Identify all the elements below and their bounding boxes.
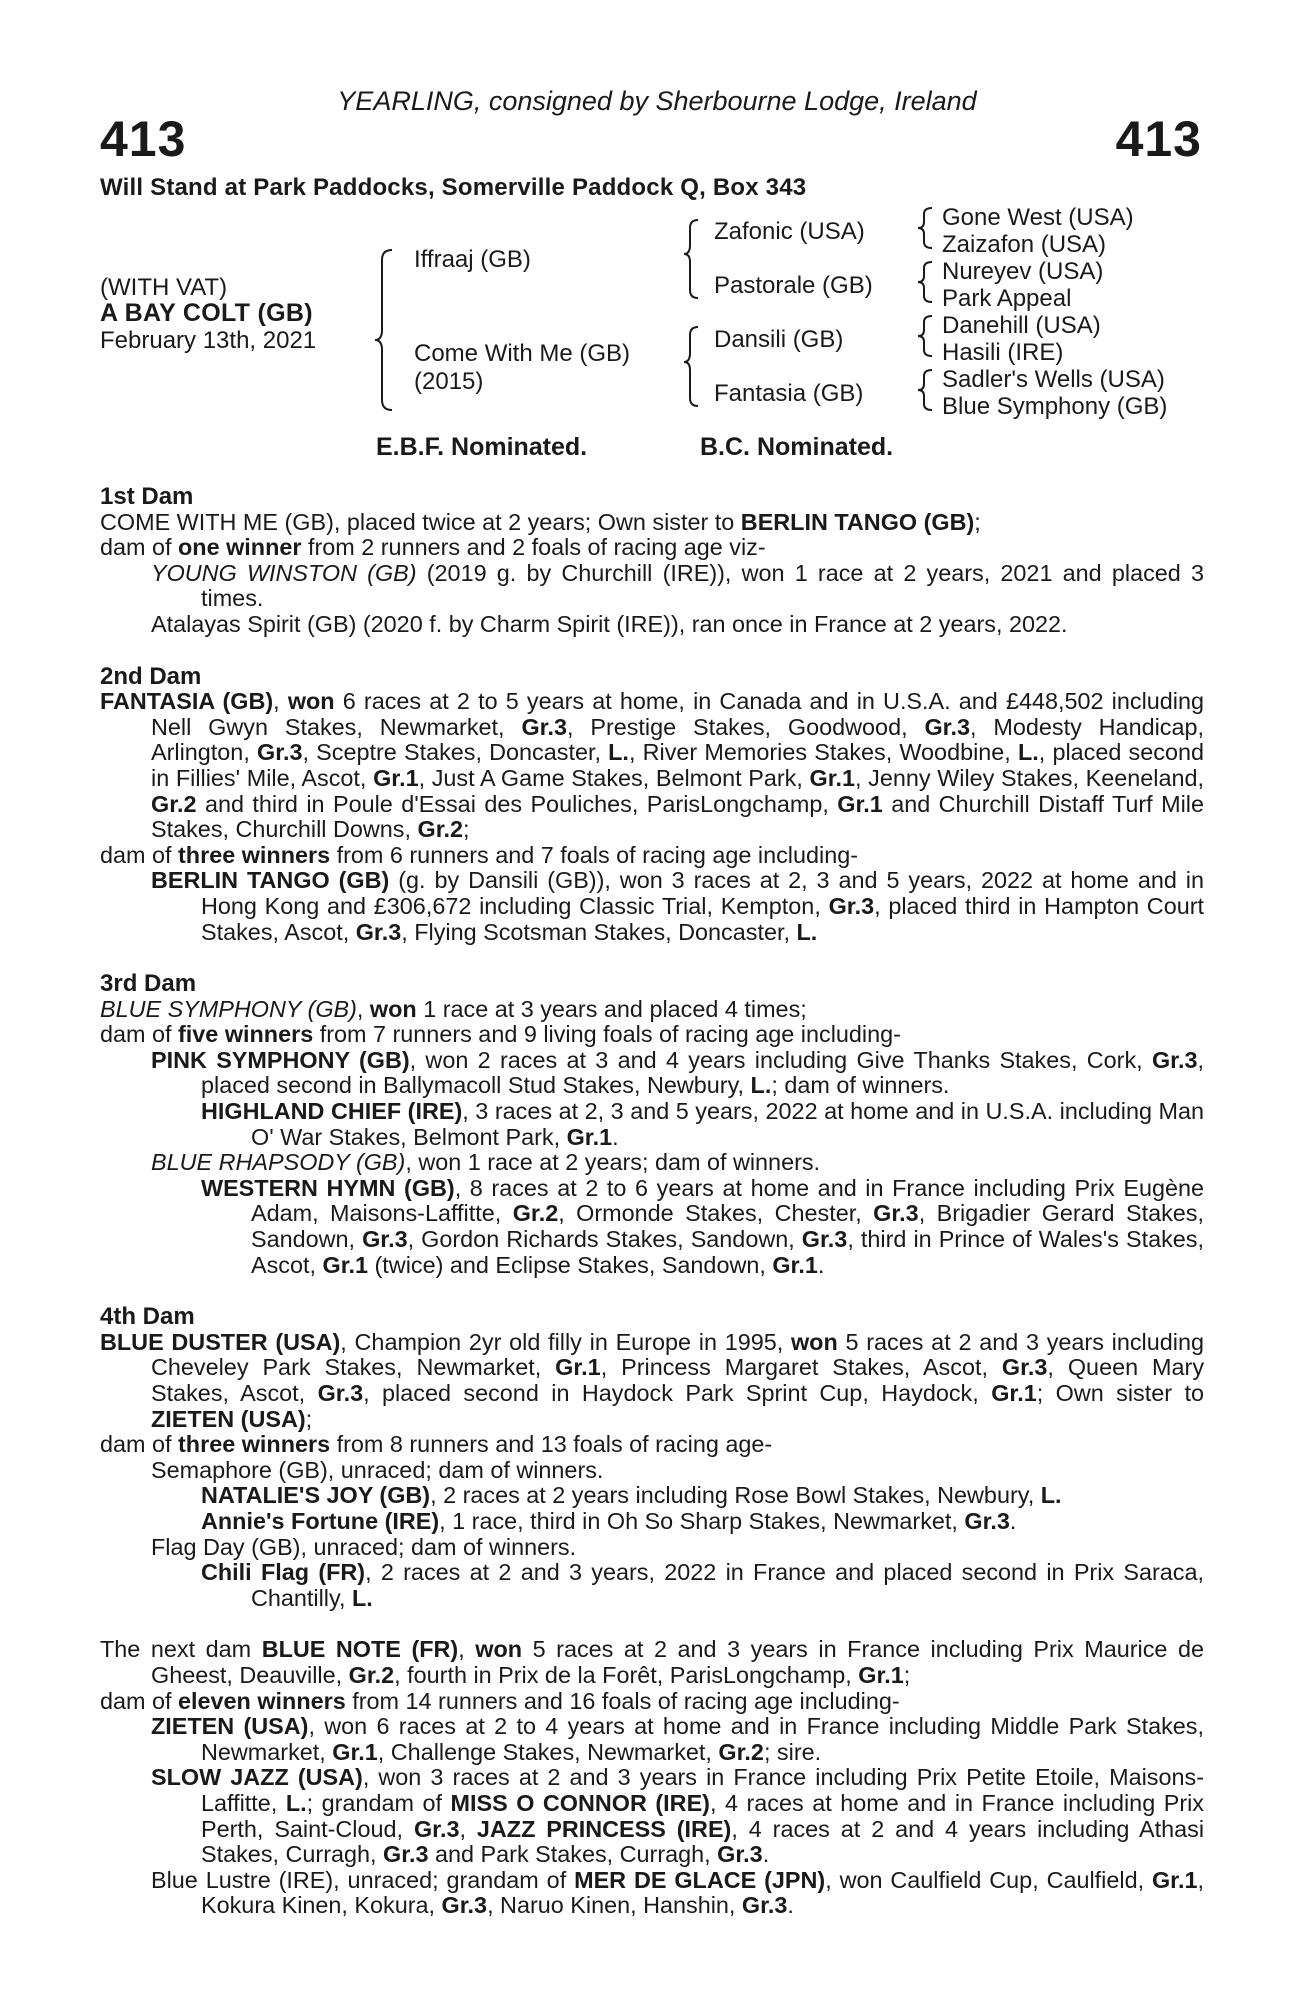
fourth-dam-record: BLUE DUSTER (USA), Champion 2yr old filly in Europe in 1995, won 5 races at 2 and 3 years including Cheveley Park Stakes, Newmarket, Gr.1, Princess Margaret Stakes, Ascot, Gr.3, Queen Mary Stakes, Ascot, Gr.3, placed second in Haydock Park Sprint Cup, Haydock, Gr.1; Own sister to ZIETEN (USA); (100, 1328, 1205, 1432)
pedigree-gen3-7: Sadler's Wells (USA) (942, 366, 1165, 393)
brace-dam (684, 327, 698, 406)
brace-g12 (918, 208, 932, 248)
brace-g56 (918, 316, 932, 356)
section-heading: 2nd Dam (100, 662, 202, 690)
next-dam-record: The next dam BLUE NOTE (FR), won 5 races at 2 and 3 years in France including Prix Maurice de Gheest, Deauville, Gr.2, fourth in Prix de la Forêt, ParisLongchamp, Gr.1; (100, 1636, 1205, 1688)
progeny-entry: BERLIN TANGO (GB) (g. by Dansili (GB)), won 3 races at 2, 3 and 5 years, 2022 at home and in Hong Kong and £306,672 including Classic Trial, Kempton, Gr.3, placed third in Hampton Court Stakes, Ascot, Gr.3, Flying Scotsman Stakes, Doncaster, L. (151, 867, 1205, 945)
brace-g34 (918, 262, 932, 302)
progeny-entry: ZIETEN (USA), won 6 races at 2 to 4 years at home and in France including Middle Park Stakes, Newmarket, Gr.1, Challenge Stakes, Newmarket, Gr.2; sire. (151, 1713, 1204, 1765)
pedigree-dam-year: (2015) (414, 368, 484, 395)
section-heading: 1st Dam (100, 483, 194, 510)
progeny-entry: NATALIE'S JOY (GB), 2 races at 2 years including Rose Bowl Stakes, Newbury, L. (201, 1482, 1062, 1509)
third-dam-produce: dam of five winners from 7 runners and 9 living foals of racing age including- (100, 1021, 901, 1048)
pedigree-gen3-8: Blue Symphony (GB) (942, 393, 1168, 420)
first-dam-produce: dam of one winner from 2 runners and 2 foals of racing age viz- (100, 534, 766, 561)
horse-name: A BAY COLT (GB) (100, 299, 313, 327)
vat-note: (WITH VAT) (100, 274, 228, 301)
next-dam-produce: dam of eleven winners from 14 runners and 16 foals of racing age including- (100, 1687, 900, 1714)
catalogue-subtitle: YEARLING, consigned by Sherbourne Lodge, Ireland (337, 86, 977, 116)
brace-sire (684, 220, 698, 298)
progeny-entry: Chili Flag (FR), 2 races at 2 and 3 years, 2022 in France and placed second in Prix Saraca, Chantilly, L. (201, 1559, 1204, 1611)
pedigree-gen3-3: Nureyev (USA) (942, 258, 1104, 285)
third-dam-section (100, 971, 1204, 1278)
pedigree-gen3-6: Hasili (IRE) (942, 339, 1064, 366)
stand-location: Will Stand at Park Paddocks, Somerville Paddock Q, Box 343 (100, 174, 807, 201)
progeny-entry: BLUE RHAPSODY (GB), won 1 race at 2 years; dam of winners. (151, 1149, 821, 1176)
progeny-entry: SLOW JAZZ (USA), won 3 races at 2 and 3 years in France including Prix Petite Etoile, Maisons-Laffitte, L.; grandam of MISS O CONNOR (IRE), 4 races at home and in France including Prix Perth, Saint-Cloud, Gr.3, JAZZ PRINCESS (IRE), 4 races at 2 and 4 years including Athasi Stakes, Curragh, Gr.3 and Park Stakes, Curragh, Gr.3. (151, 1764, 1205, 1868)
first-dam-section (100, 484, 1204, 638)
fourth-dam-section (100, 1304, 1204, 1611)
lot-number-right: 413 (1115, 111, 1202, 167)
catalogue-body (100, 484, 1204, 1919)
pedigree-sire-dam: Pastorale (GB) (714, 272, 873, 299)
second-dam-section (100, 664, 1204, 946)
progeny-entry: Flag Day (GB), unraced; dam of winners. (151, 1533, 577, 1560)
pedigree-dam-dam: Fantasia (GB) (714, 380, 864, 407)
progeny-entry: WESTERN HYMN (GB), 8 races at 2 to 6 years at home and in France including Prix Eugène Adam, Maisons-Laffitte, Gr.2, Ormonde Stakes, Chester, Gr.3, Brigadier Gerard Stakes, Sandown, Gr.3, Gordon Richards Stakes, Sandown, Gr.3, third in Prince of Wales's Stakes, Ascot, Gr.1 (twice) and Eclipse Stakes, Sandown, Gr.1. (201, 1174, 1204, 1278)
pedigree-gen3-2: Zaizafon (USA) (942, 231, 1107, 258)
pedigree-dam: Come With Me (GB) (414, 340, 631, 367)
first-dam-line: COME WITH ME (GB), placed twice at 2 years; Own sister to BERLIN TANGO (GB); (100, 508, 981, 535)
third-dam-record: BLUE SYMPHONY (GB), won 1 race at 3 years and placed 4 times; (100, 995, 807, 1022)
bc-nominated: B.C. Nominated. (700, 433, 894, 461)
progeny-entry: Blue Lustre (IRE), unraced; grandam of MER DE GLACE (JPN), won Caulfield Cup, Caulfield, Gr.1, Kokura Kinen, Kokura, Gr.3, Naruo Kinen, Hanshin, Gr.3. (151, 1866, 1204, 1919)
pedigree-gen3-4: Park Appeal (942, 285, 1072, 312)
pedigree-sire: Iffraaj (GB) (414, 246, 531, 273)
pedigree-dam-sire: Dansili (GB) (714, 326, 844, 353)
pedigree-gen3-1: Gone West (USA) (942, 204, 1134, 231)
next-dam-section (100, 1637, 1204, 1919)
ebf-nominated: E.B.F. Nominated. (376, 433, 588, 461)
pedigree-sire-sire: Zafonic (USA) (714, 218, 865, 245)
progeny-entry: PINK SYMPHONY (GB), won 2 races at 3 and 4 years including Give Thanks Stakes, Cork, Gr.3, placed second in Ballymacoll Stud Stakes, Newbury, L.; dam of winners. (151, 1046, 1204, 1099)
foaling-date: February 13th, 2021 (100, 327, 317, 354)
progeny-entry: HIGHLAND CHIEF (IRE), 3 races at 2, 3 and 5 years, 2022 at home and in U.S.A. including Man O' War Stakes, Belmont Park, Gr.1. (201, 1098, 1204, 1150)
pedigree-gen3-5: Danehill (USA) (942, 312, 1101, 339)
second-dam-produce: dam of three winners from 6 runners and 7 foals of racing age including- (100, 841, 858, 868)
progeny-entry: Semaphore (GB), unraced; dam of winners. (151, 1456, 604, 1483)
section-heading: 4th Dam (100, 1303, 195, 1331)
lot-number-left: 413 (100, 111, 187, 167)
second-dam-record: FANTASIA (GB), won 6 races at 2 to 5 years at home, in Canada and in U.S.A. and £448,502 including Nell Gwyn Stakes, Newmarket, Gr.3, Prestige Stakes, Goodwood, Gr.3, Modesty Handicap, Arlington, Gr.3, Sceptre Stakes, Doncaster, L., River Memories Stakes, Woodbine, L., placed second in Fillies' Mile, Ascot, Gr.1, Just A Game Stakes, Belmont Park, Gr.1, Jenny Wiley Stakes, Keeneland, Gr.2 and third in Poule d'Essai des Pouliches, ParisLongchamp, Gr.1 and Churchill Distaff Turf Mile Stakes, Churchill Downs, Gr.2; (100, 688, 1205, 843)
brace-g78 (918, 370, 932, 410)
section-heading: 3rd Dam (100, 970, 197, 998)
brace-main (375, 250, 392, 410)
progeny-entry: YOUNG WINSTON (GB) (2019 g. by Churchill (IRE)), won 1 race at 2 years, 2021 and placed 3 times. (151, 559, 1204, 612)
progeny-entry: Atalayas Spirit (GB) (2020 f. by Charm Spirit (IRE)), ran once in France at 2 years, 2022. (151, 610, 1068, 637)
fourth-dam-produce: dam of three winners from 8 runners and 13 foals of racing age- (100, 1431, 773, 1458)
progeny-entry: Annie's Fortune (IRE), 1 race, third in Oh So Sharp Stakes, Newmarket, Gr.3. (201, 1507, 1017, 1534)
